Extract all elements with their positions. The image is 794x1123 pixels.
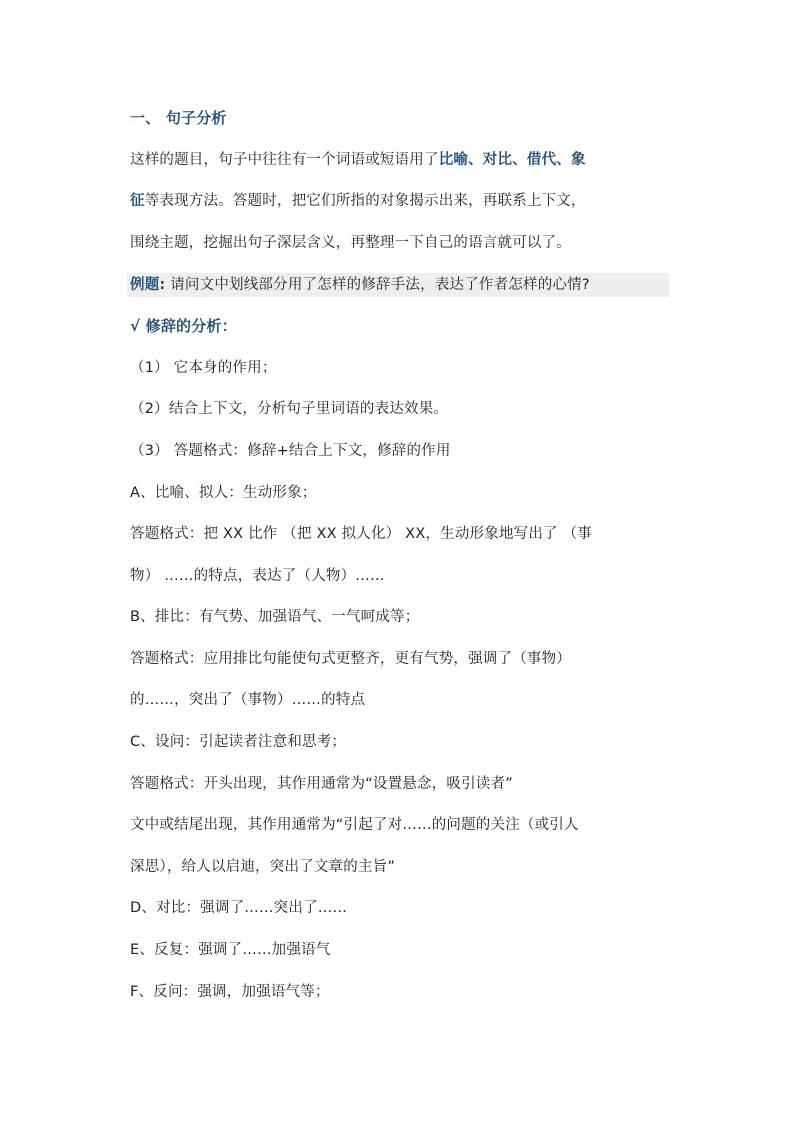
example-label: 例题: [130,277,166,293]
body-line: 文中或结尾出现，其作用通常为“引起了对……的问题的关注（或引人 [130,817,579,833]
body-line: D、对比：强调了……突出了…… [130,900,348,916]
body-line: 答题格式：开头出现，其作用通常为“设置悬念，吸引读者” [130,776,513,792]
example-line [130,274,590,296]
intro-highlight: 征 [130,193,145,209]
example-text: 请问文中划线部分用了怎样的修辞手法，表达了作者怎样的心情? [165,277,590,293]
body-line: 答题格式：应用排比句能使句式更整齐，更有气势，强调了（事物） [130,651,571,667]
section-heading: 一、 句子分析 [130,109,227,127]
intro-highlight: 比喻、对比、借代、象 [438,152,586,168]
intro-line-1 [130,149,586,171]
body-line: C、设问：引起读者注意和思考； [130,734,347,750]
intro-text: 等表现方法。答题时，把它们所指的对象揭示出来，再联系上下文， [144,193,586,209]
subheading: √ 修辞的分析： [130,317,237,335]
step-item: （1） 它本身的作用； [130,360,277,376]
body-line: E、反复：强调了……加强语气 [130,942,331,958]
step-item: （3） 答题格式：修辞+结合上下文，修辞的作用 [130,443,451,459]
body-line: 答题格式：把 XX 比作 （把 XX 拟人化） XX，生动形象地写出了 （事 [130,526,592,542]
intro-line-3: 围绕主题，挖掘出句子深层含义，再整理一下自己的语言就可以了。 [130,235,571,251]
intro-text: 这样的题目，句子中往往有一个词语或短语用了 [130,152,439,168]
body-line: F、反问：强调，加强语气等； [130,984,330,1000]
body-line: A、比喻、拟人：生动形象； [130,485,317,501]
body-line: B、排比：有气势、加强语气、一气呵成等； [130,609,420,625]
body-line: 深思），给人以启迪，突出了文章的主旨” [130,859,396,875]
body-line: 的……，突出了（事物）……的特点 [130,692,366,708]
step-item: （2）结合上下文，分析句子里词语的表达效果。 [130,401,449,417]
intro-line-2 [130,190,586,212]
body-line: 物） ……的特点，表达了（人物）…… [130,568,385,584]
